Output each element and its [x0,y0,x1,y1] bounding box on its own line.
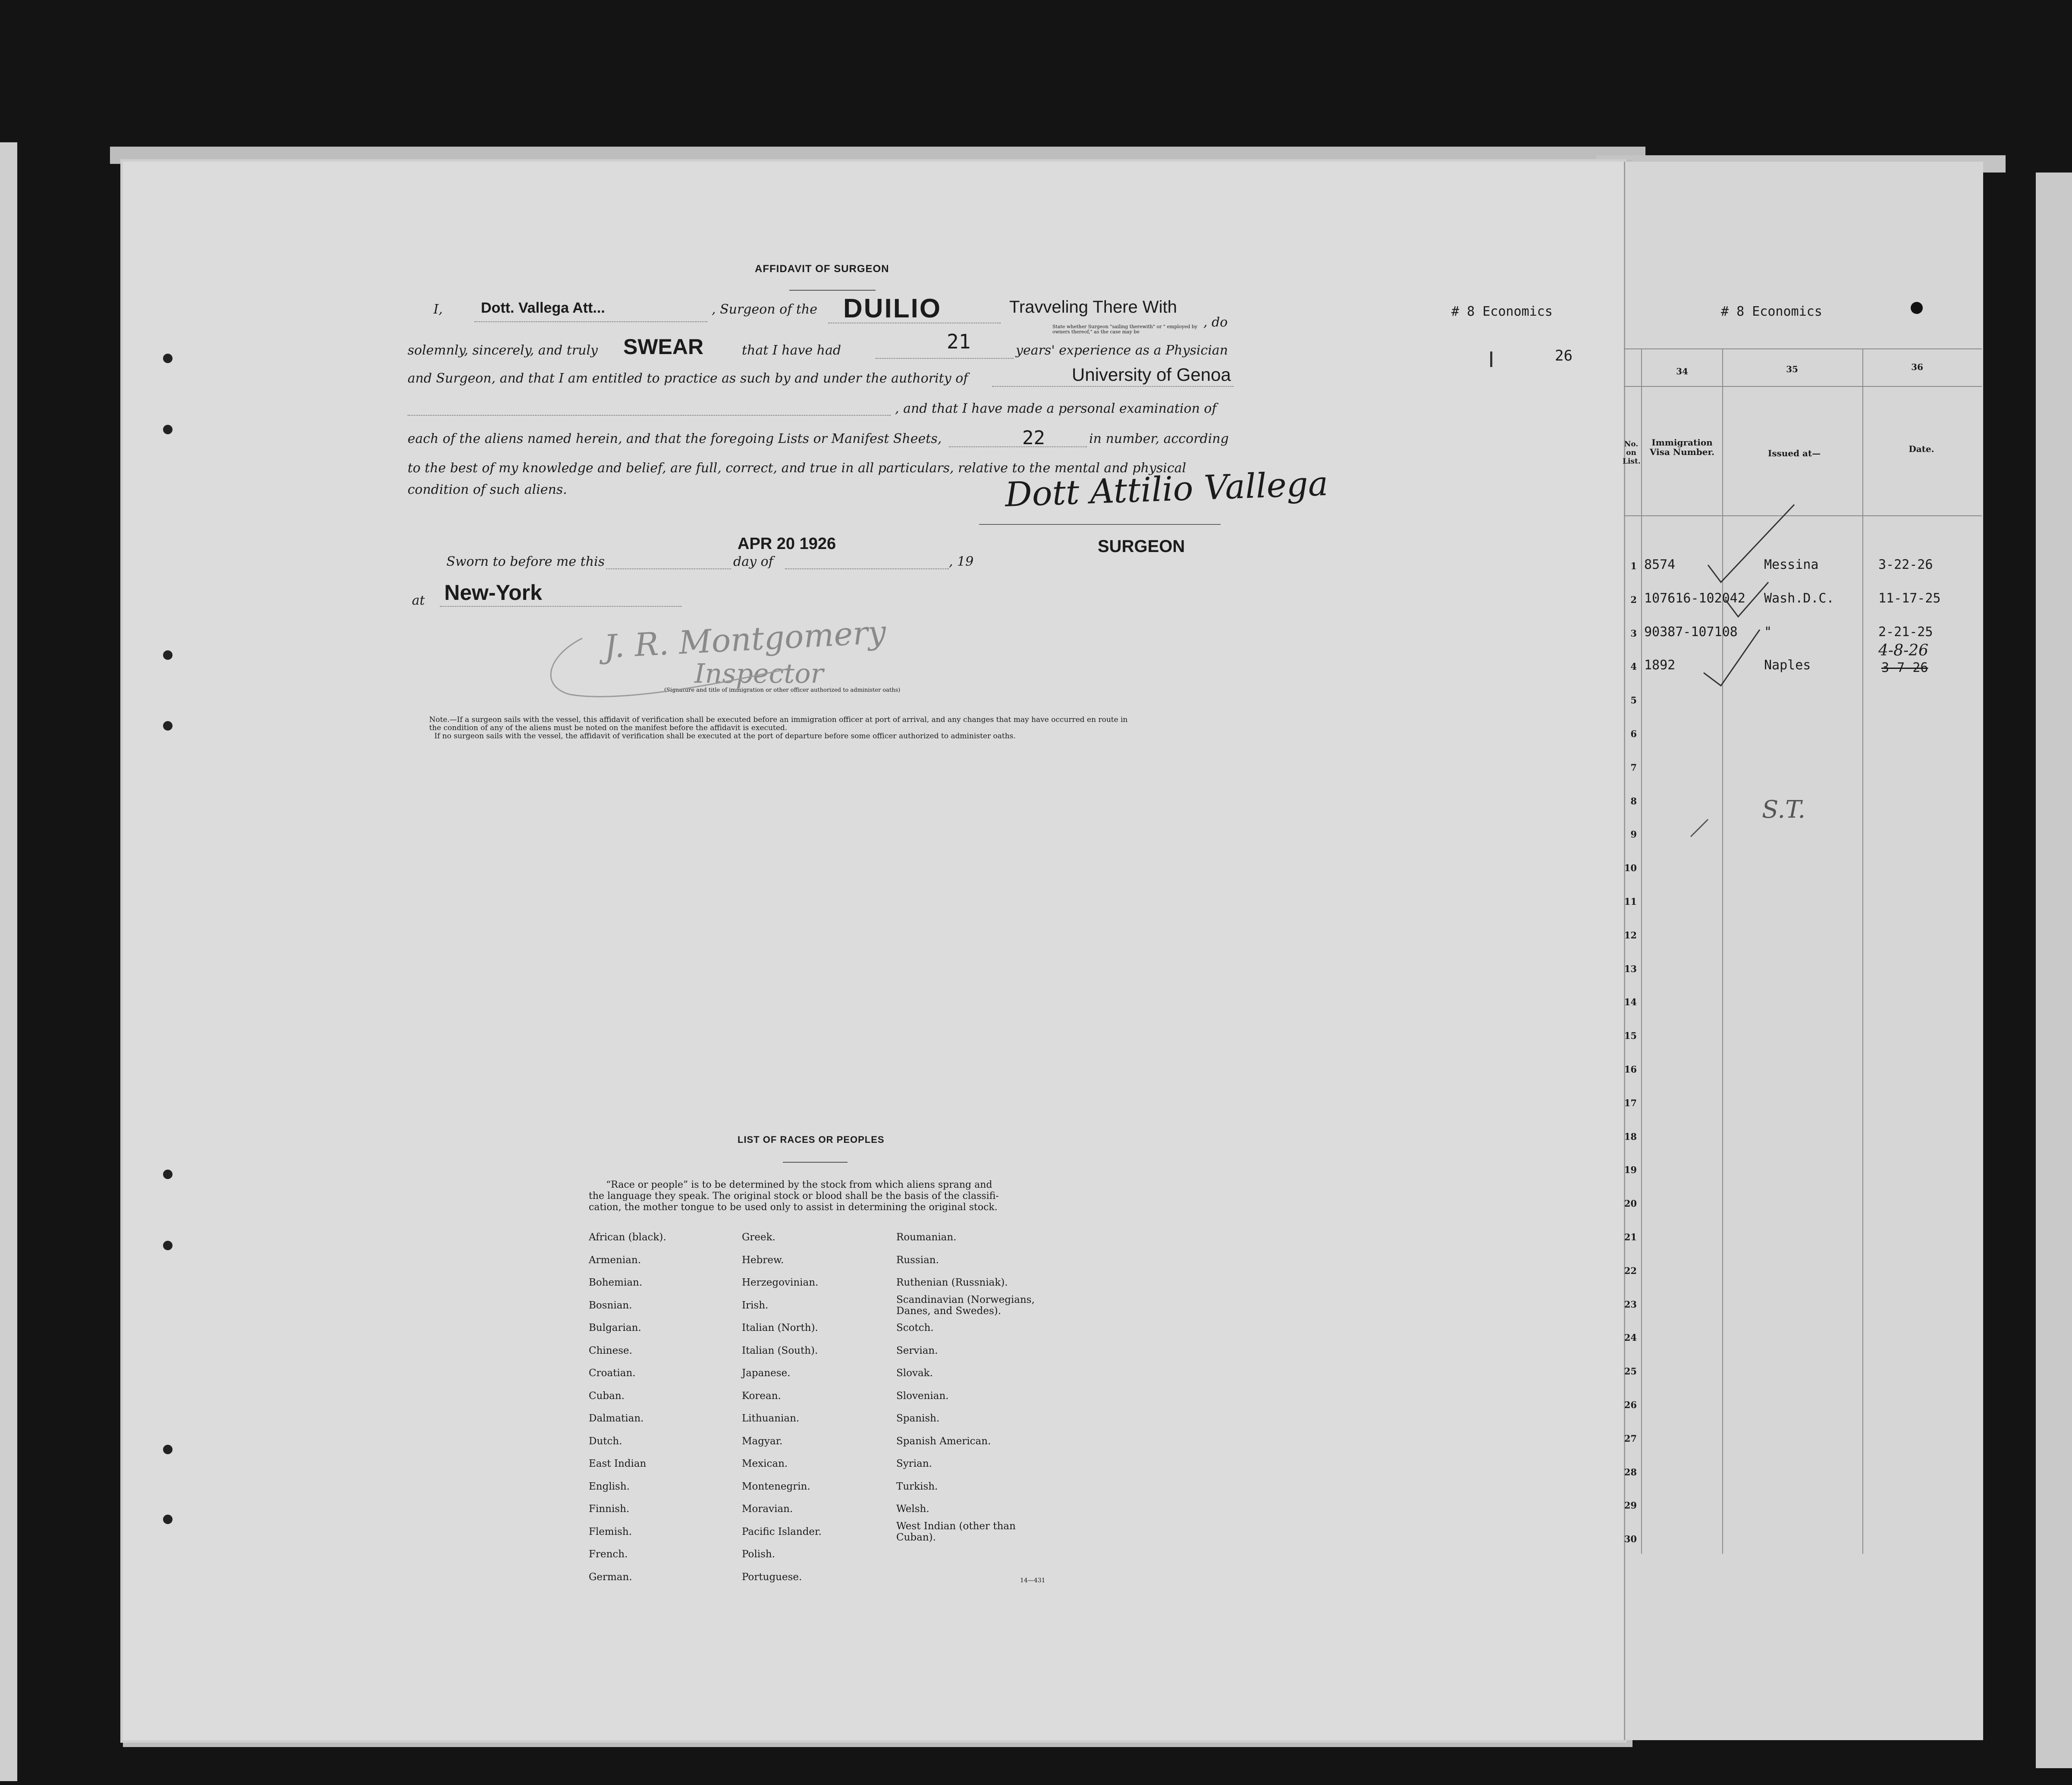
race-item: Moravian. [742,1503,793,1515]
ink-dot [1911,302,1923,314]
race-item: Irish. [742,1299,769,1311]
race-item: Magyar. [742,1435,783,1447]
text-i: I, [433,302,443,317]
signature-flourish [531,621,798,703]
manifest-page [1624,162,1983,1740]
race-item: Korean. [742,1390,781,1402]
row-number: 27 [1624,1433,1637,1444]
text-had: that I have had [742,343,841,358]
row-number: 11 [1624,896,1637,907]
col-number-35: 35 [1786,364,1798,374]
text-condition: condition of such aliens. [408,482,567,497]
race-item: English. [589,1481,630,1492]
stacked-page-edges [110,147,1645,164]
races-title-rule [783,1162,848,1163]
race-item: Montenegrin. [742,1481,810,1492]
row-number: 28 [1624,1466,1637,1478]
dotted-line [949,446,1087,447]
visa-number-cell: 8574 [1644,557,1676,572]
note-line: Note.—If a surgeon sails with the vessel, this affidavit of verification shall be executed before an immigration officer at port of arrival, and any changes that may have occurred en route in [429,715,1128,724]
races-intro [589,1180,1046,1213]
text-lists: each of the aliens named herein, and that the foregoing Lists or Manifest Sheets, [408,431,942,446]
visa-number-cell: 1892 [1644,658,1676,673]
row-number: 23 [1624,1299,1637,1310]
race-item: Spanish American. [896,1435,991,1447]
col-rule [1641,348,1642,1554]
punch-hole [163,425,173,434]
right-page-edge [2036,173,2072,1768]
table-top-rule [1624,348,1982,349]
affidavit-title: AFFIDAVIT OF SURGEON [755,263,889,275]
race-item: Scotch. [896,1322,934,1333]
race-item: Scandinavian (Norwegians, Danes, and Swedes). [896,1294,1035,1317]
race-item: Slovak. [896,1368,933,1379]
race-item: German. [589,1571,632,1583]
surgeon-name: Dott. Vallega Att... [481,300,605,316]
visa-number-cell: 90387-107108 [1644,624,1738,640]
row-number: 29 [1624,1500,1637,1511]
header-no-on-list: No. on List. [1623,440,1641,466]
date-stamp: APR 20 1926 [738,535,836,553]
date-cell: 11-17-25 [1878,590,1941,606]
race-item: Slovenian. [896,1390,949,1402]
row-number: 26 [1624,1399,1637,1410]
race-item: Armenian. [589,1254,641,1266]
ink-mark [1490,351,1492,367]
row-number: 17 [1624,1097,1637,1108]
note-line: the condition of any of the aliens must be noted on the manifest before the affidavit is executed. [429,724,788,732]
text-experience: years' experience as a Physician [1016,343,1228,358]
race-item: Lithuanian. [742,1413,800,1424]
punch-hole [163,1515,173,1524]
left-page-edge [0,142,17,1781]
surgeon-label: SURGEON [1098,537,1185,556]
row-number: 20 [1624,1198,1637,1209]
text-examination: , and that I have made a personal examination of [895,401,1217,416]
row-number: 10 [1624,863,1637,874]
header-issued-at: Issued at— [1767,448,1821,458]
dotted-line [408,415,891,416]
text-knowledge: to the best of my knowledge and belief, are full, correct, and true in all particulars, relative to the mental and physical [408,461,1187,476]
text-surgeon-of: , Surgeon of the [712,302,817,317]
races-intro-line: “Race or people” is to be determined by the stock from which aliens sprang and [606,1180,992,1190]
sheets-count: 22 [1022,427,1045,449]
dotted-line [785,568,949,569]
row-number: 2 [1630,594,1637,605]
class-stamp: # 8 Economics [1451,304,1553,319]
text-day-of: day of [733,554,773,569]
surgeon-signature: Dott Attilio Vallega [1004,464,1329,515]
race-item: Polish. [742,1549,775,1560]
row-number: 30 [1624,1534,1637,1545]
row-number: 24 [1624,1332,1637,1343]
affidavit-note [429,716,1236,740]
race-item: Croatian. [589,1368,636,1379]
text-do: , do [1203,315,1228,330]
text-authority: and Surgeon, and that I am entitled to practice as such by and under the authority of [408,371,968,386]
text-at: at [412,593,425,608]
race-item: Chinese. [589,1345,632,1356]
list-number: 26 [1555,347,1573,364]
issued-at-cell: Wash.D.C. [1764,590,1834,606]
race-item: East Indian [589,1458,647,1469]
race-item: Spanish. [896,1413,940,1424]
manifest-class-stamp: # 8 Economics [1721,304,1822,319]
race-item: French. [589,1549,628,1560]
race-item: Herzegovinian. [742,1277,819,1288]
dotted-line [440,606,681,607]
dotted-line [992,386,1234,387]
punch-hole [163,1445,173,1454]
text-year: , 19 [949,554,974,569]
race-item: Greek. [742,1232,775,1243]
dotted-line [606,568,731,569]
race-item: Bohemian. [589,1277,643,1288]
years-value: 21 [947,330,971,353]
ship-name: DUILIO [843,294,942,323]
race-item: Bosnian. [589,1299,632,1311]
row-number: 21 [1624,1232,1637,1242]
races-column-1 [589,1226,731,1588]
row-number: 22 [1624,1265,1637,1276]
university-name: University of Genoa [1072,364,1231,385]
text-sworn: Sworn to before me this [446,554,605,569]
row-number: 5 [1630,695,1637,706]
place-name: New-York [444,580,542,605]
race-item: Italian (South). [742,1345,818,1356]
row-number: 18 [1624,1131,1637,1142]
race-item: Mexican. [742,1458,788,1469]
race-item: Dalmatian. [589,1413,644,1424]
row-number: 7 [1630,762,1637,773]
race-item: Portuguese. [742,1571,802,1583]
visa-number-cell: 107616-102042 [1644,590,1746,606]
race-item: Hebrew. [742,1254,784,1266]
punch-hole [163,354,173,363]
punch-hole [163,1170,173,1179]
races-title: LIST OF RACES OR PEOPLES [738,1134,885,1145]
race-item: West Indian (other than Cuban). [896,1520,1016,1543]
header-visa-number: Immigration Visa Number. [1649,437,1715,457]
col-number-34: 34 [1676,366,1688,376]
row-number: 14 [1624,997,1637,1008]
row-number: 25 [1624,1366,1637,1377]
col-number-36: 36 [1911,362,1923,372]
row-number: 4 [1630,661,1637,672]
date-cell: 4-8-26 [1878,642,1928,660]
row-number: 8 [1630,795,1637,806]
race-item: Turkish. [896,1481,938,1492]
text-according: in number, according [1089,431,1229,446]
punch-hole [163,721,173,731]
date-cell: 2-21-25 [1878,624,1933,640]
title-rule [789,290,876,291]
race-item: Flemish. [589,1526,632,1537]
races-column-2 [742,1226,884,1588]
row-number: 15 [1624,1030,1637,1042]
race-item: Pacific Islander. [742,1526,822,1537]
travel-caption: State whether Surgeon "sailing therewith" or " employed by owners thereof," as the case may be [1052,324,1198,335]
issued-at-cell: Naples [1764,658,1811,673]
dotted-line [474,321,707,322]
row-number: 19 [1624,1164,1637,1176]
punch-hole [163,650,173,660]
punch-hole [163,1241,173,1250]
row-number: 3 [1630,627,1637,639]
signature-rule [979,524,1221,525]
row-number: 6 [1630,728,1637,739]
dotted-line [876,358,1014,359]
note-line: If no surgeon sails with the vessel, the affidavit of verification shall be executed at the port of departure before some officer authorized to administer oaths. [434,732,1016,740]
race-item: Ruthenian (Russniak). [896,1277,1008,1288]
race-item: Italian (North). [742,1322,818,1333]
row-number: 12 [1624,929,1637,941]
race-item: Syrian. [896,1458,932,1469]
race-item: Japanese. [742,1368,791,1379]
race-item: Dutch. [589,1435,622,1447]
races-intro-line: the language they speak. The original stock or blood shall be the basis of the classifi- [589,1191,999,1202]
inspector-initials: S.T. [1762,796,1806,824]
header-date: Date. [1909,444,1934,454]
row-number: 1 [1630,561,1637,571]
races-column-3 [896,1226,1052,1543]
date-cell: 3-22-26 [1878,557,1933,572]
row-number: 13 [1624,963,1637,974]
race-item: Roumanian. [896,1232,957,1243]
issued-at-cell: Messina [1764,557,1819,572]
struck-date: 3-7-26 [1881,660,1928,676]
race-item: Russian. [896,1254,939,1266]
officer-caption: (Signature and title of immigration or other officer authorized to administer oaths) [664,687,901,693]
race-item: African (black). [589,1232,666,1243]
officer-title: Inspector [694,658,824,689]
issued-at-cell: " [1764,624,1772,640]
race-item: Welsh. [896,1503,929,1515]
row-number: 9 [1630,829,1637,840]
officer-signature: J. R. Montgomery [603,613,887,666]
check-marks [1682,496,1863,690]
travel-status: Travveling There With [1009,298,1177,317]
row-number: 16 [1624,1064,1637,1075]
race-item: Cuban. [589,1390,625,1402]
text-solemnly: solemnly, sincerely, and truly [408,343,598,358]
race-item: Servian. [896,1345,938,1356]
table-header-rule [1624,386,1982,387]
race-item: Bulgarian. [589,1322,641,1333]
swear-stamp: SWEAR [623,335,704,359]
race-item: Finnish. [589,1503,630,1515]
form-number: 14—431 [1020,1577,1045,1584]
races-intro-line: cation, the mother tongue to be used only to assist in determining the original stock. [589,1202,998,1213]
